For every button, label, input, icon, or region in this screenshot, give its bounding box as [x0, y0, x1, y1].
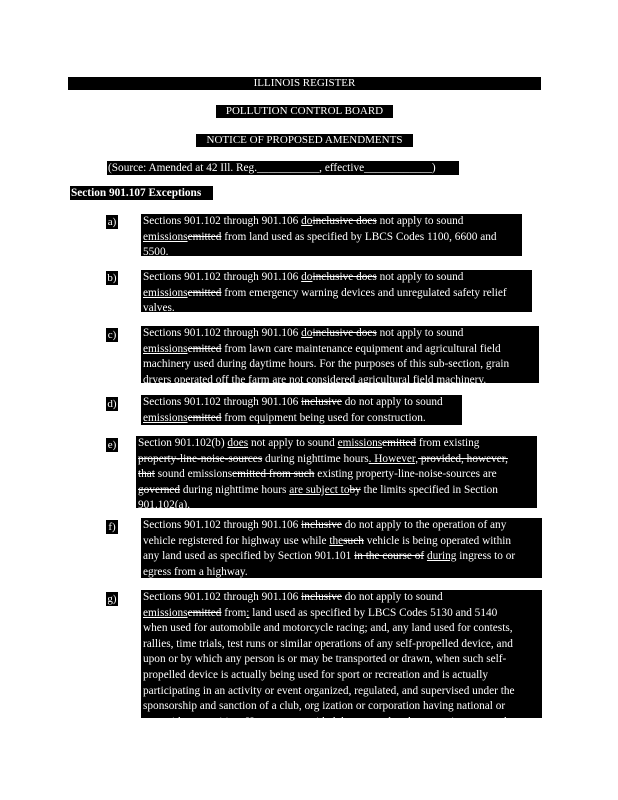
- source-prefix: (Source: Amended at 42 Ill. Reg.: [108, 162, 258, 174]
- item-g-line-1: Sections 901.102 through 901.106 inclusive do not apply to sound: [143, 591, 443, 603]
- source-suffix: ): [431, 162, 436, 174]
- notice-title: NOTICE OF PROPOSED AMENDMENTS: [206, 134, 403, 146]
- item-g-line-3: when used for automobile and motorcycle racing; and, any land used for contests,: [143, 622, 513, 635]
- item-g-line-5: upon or by which any person is or may be transported or drawn, when such self-: [143, 653, 507, 666]
- register-title: ILLINOIS REGISTER: [253, 77, 356, 89]
- item-c-text: [141, 326, 539, 386]
- register-header: [68, 77, 541, 90]
- item-b-label: b): [107, 272, 117, 284]
- item-d-line-1: Sections 901.102 through 901.106 inclusive do not apply to sound: [143, 396, 443, 408]
- item-f-label: f): [106, 520, 118, 534]
- item-g-text: [141, 590, 542, 728]
- item-g-line-2: emissionsemitted from: land used as specified by LBCS Codes 5130 and 5140: [143, 606, 498, 619]
- item-f-text: [141, 518, 542, 578]
- board-title: POLLUTION CONTROL BOARD: [225, 105, 384, 117]
- item-e-line-2: property-line-noise-sources during nighttime hours. However, provided, however,: [138, 452, 508, 465]
- item-g-line-4: rallies, time trials, test runs or similar operations of any self-propelled device, and: [143, 637, 513, 650]
- item-c-line-4: dryers operated off the farm are not considered agricultural field machinery.: [143, 373, 487, 386]
- item-g-line-6: propelled device is actually being used for sport or recreation and is actually: [143, 668, 489, 681]
- item-b-line-2: emissionsemitted from emergency warning devices and unregulated safety relief: [143, 286, 507, 299]
- item-b-line-1: Sections 901.102 through 901.106 doinclusive does not apply to sound: [143, 271, 464, 283]
- item-e-line-1: Section 901.102(b) does not apply to sound emissionsemitted from existing: [138, 437, 480, 449]
- source-mid: , effective: [319, 162, 365, 174]
- section-title: [70, 186, 213, 200]
- item-a-line-3: 5500.: [143, 246, 169, 259]
- item-a-line-2: emissionsemitted from land used as specified by LBCS Codes 1100, 6600 and: [143, 230, 497, 243]
- item-g-label: g): [107, 593, 117, 605]
- item-d-line-2: emissionsemitted from equipment being used for construction.: [143, 411, 426, 424]
- item-c-line-3: machinery used during daytime hours. For the purposes of this sub-section, grain: [143, 358, 510, 371]
- item-d-text: [141, 395, 462, 425]
- item-e-line-3: that sound emissionsemitted from such existing property-line-noise-sources are: [138, 468, 497, 481]
- item-f-line-2: vehicle registered for highway use while thesuch vehicle is being operated within: [143, 534, 512, 547]
- item-f-line-3: any land used as specified by Section 901.101 in the course of during ingress to or: [143, 550, 516, 563]
- source-blank-1: ___________: [257, 162, 320, 174]
- item-a-line-1: Sections 901.102 through 901.106 doinclusive does not apply to sound: [143, 215, 464, 227]
- item-g-line-7: participating in an activity or event organized, regulated, and supervised under the: [143, 684, 515, 697]
- board-header: [216, 105, 393, 118]
- item-e-line-5: 901.102(a).: [138, 499, 191, 512]
- item-f-line-1: Sections 901.102 through 901.106 inclusive do not apply to the operation of any: [143, 519, 507, 531]
- item-a-text: [141, 214, 522, 259]
- source-blank-2: ____________: [364, 162, 432, 174]
- notice-header: [196, 134, 413, 147]
- item-e-text: [136, 436, 537, 512]
- section-title-text: Section 901.107 Exceptions: [71, 187, 202, 199]
- item-c-line-2: emissionsemitted from lawn care maintenance equipment and agricultural field: [143, 342, 501, 355]
- item-a-label: a): [107, 216, 117, 228]
- item-g-line-8: sponsorship and sanction of a club, org ization or corporation having national or: [143, 700, 506, 713]
- item-c-label: c): [107, 329, 117, 341]
- item-d-label: d): [107, 398, 117, 410]
- item-e-line-4: governed during nighttime hours are subject toby the limits specified in Section: [138, 483, 498, 496]
- item-g-line-9: statewide recognition. However,; provided, however, that the exceptions granted: [143, 715, 507, 728]
- item-c-line-1: Sections 901.102 through 901.106 doinclusive does not apply to sound: [143, 327, 464, 339]
- source-line: [107, 161, 459, 175]
- item-b-text: [141, 270, 532, 315]
- item-e-label: e): [107, 439, 117, 451]
- item-f-line-4: egress from a highway.: [143, 565, 248, 578]
- item-b-line-3: valves.: [143, 302, 175, 315]
